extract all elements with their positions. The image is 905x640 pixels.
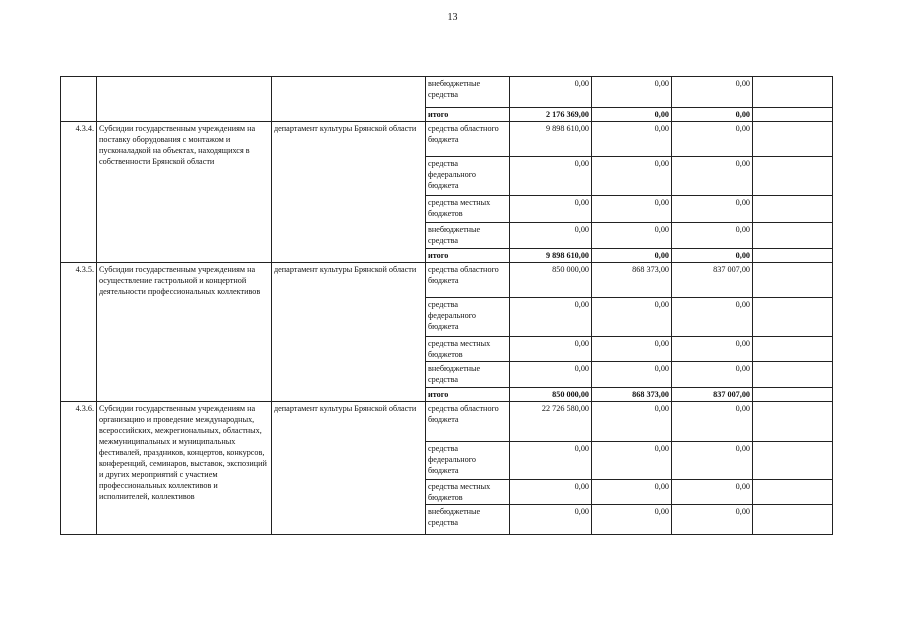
table-row [61,77,833,108]
amount-year-1: 0,00 [510,298,592,337]
amount-year-2: 0,00 [592,223,672,249]
amount-year-1: 0,00 [510,337,592,362]
amount-year-3: 0,00 [672,402,753,442]
funding-source: внебюджетные средства [426,362,510,388]
amount-year-1: 9 898 610,00 [510,122,592,157]
amount-year-2: 0,00 [592,249,672,263]
amount-year-1: 0,00 [510,505,592,535]
amount-year-2: 0,00 [592,505,672,535]
funding-source: внебюджетные средства [426,223,510,249]
amount-year-3: 0,00 [672,122,753,157]
empty-cell [753,108,833,122]
empty-cell [753,402,833,442]
amount-year-2: 0,00 [592,157,672,196]
page-number: 13 [447,12,458,23]
amount-year-1: 850 000,00 [510,263,592,298]
amount-year-3: 0,00 [672,249,753,263]
amount-year-2: 0,00 [592,77,672,108]
amount-year-1: 0,00 [510,362,592,388]
item-code [61,77,97,122]
funding-source: средства федерального бюджета [426,157,510,196]
amount-year-3: 0,00 [672,505,753,535]
executor: департамент культуры Брянской области [272,263,426,402]
item-name [97,77,272,122]
amount-year-2: 0,00 [592,108,672,122]
funding-source: средства федерального бюджета [426,442,510,480]
funding-source: внебюджетные средства [426,505,510,535]
amount-year-2: 0,00 [592,298,672,337]
amount-year-2: 0,00 [592,337,672,362]
empty-cell [753,196,833,223]
amount-year-3: 0,00 [672,157,753,196]
amount-year-3: 0,00 [672,480,753,505]
funding-source: итого [426,108,510,122]
amount-year-3: 0,00 [672,442,753,480]
amount-year-1: 0,00 [510,442,592,480]
amount-year-2: 0,00 [592,122,672,157]
amount-year-2: 0,00 [592,442,672,480]
item-code: 4.3.6. [61,402,97,535]
table-row [61,263,833,298]
empty-cell [753,388,833,402]
funding-source: средства местных бюджетов [426,196,510,223]
funding-source: средства областного бюджета [426,122,510,157]
item-code: 4.3.5. [61,263,97,402]
empty-cell [753,249,833,263]
amount-year-3: 0,00 [672,196,753,223]
table-row [61,122,833,157]
funding-source: средства местных бюджетов [426,337,510,362]
funding-source: средства областного бюджета [426,263,510,298]
amount-year-3: 837 007,00 [672,263,753,298]
amount-year-1: 2 176 369,00 [510,108,592,122]
amount-year-1: 850 000,00 [510,388,592,402]
empty-cell [753,77,833,108]
amount-year-2: 868 373,00 [592,263,672,298]
amount-year-2: 0,00 [592,362,672,388]
amount-year-3: 0,00 [672,337,753,362]
empty-cell [753,362,833,388]
amount-year-3: 0,00 [672,362,753,388]
budget-table [60,76,833,535]
funding-source: внебюджетные средства [426,77,510,108]
empty-cell [753,263,833,298]
empty-cell [753,337,833,362]
executor: департамент культуры Брянской области [272,122,426,263]
amount-year-1: 9 898 610,00 [510,249,592,263]
funding-source: средства федерального бюджета [426,298,510,337]
item-name: Субсидии государственным учреждениям на организацию и проведение международных, всероссийских, межрегиональных, областных, межмуниципальных и муниципальных фестивалей, праздников, концертов, конкурсов, конференций, семинаров, выставок, экспозиций и других мероприятий с участием профессиональных коллективов и исполнителей, коллективов [97,402,272,535]
item-name: Субсидии государственным учреждениям на поставку оборудования с монтажом и пусконаладкой на объектах, находящихся в собственности Брянской области [97,122,272,263]
amount-year-2: 868 373,00 [592,388,672,402]
empty-cell [753,223,833,249]
amount-year-3: 0,00 [672,108,753,122]
amount-year-3: 0,00 [672,298,753,337]
funding-source: итого [426,249,510,263]
amount-year-3: 837 007,00 [672,388,753,402]
empty-cell [753,442,833,480]
amount-year-3: 0,00 [672,223,753,249]
amount-year-2: 0,00 [592,196,672,223]
amount-year-2: 0,00 [592,480,672,505]
amount-year-1: 0,00 [510,223,592,249]
executor: департамент культуры Брянской области [272,402,426,535]
item-name: Субсидии государственным учреждениям на осуществление гастрольной и концертной деятельности профессиональных коллективов [97,263,272,402]
table-row [61,402,833,442]
empty-cell [753,298,833,337]
amount-year-2: 0,00 [592,402,672,442]
funding-source: средства областного бюджета [426,402,510,442]
empty-cell [753,480,833,505]
executor [272,77,426,122]
amount-year-1: 0,00 [510,480,592,505]
amount-year-1: 22 726 580,00 [510,402,592,442]
funding-source: итого [426,388,510,402]
item-code: 4.3.4. [61,122,97,263]
empty-cell [753,157,833,196]
amount-year-1: 0,00 [510,157,592,196]
amount-year-1: 0,00 [510,77,592,108]
amount-year-1: 0,00 [510,196,592,223]
empty-cell [753,505,833,535]
amount-year-3: 0,00 [672,77,753,108]
funding-source: средства местных бюджетов [426,480,510,505]
empty-cell [753,122,833,157]
